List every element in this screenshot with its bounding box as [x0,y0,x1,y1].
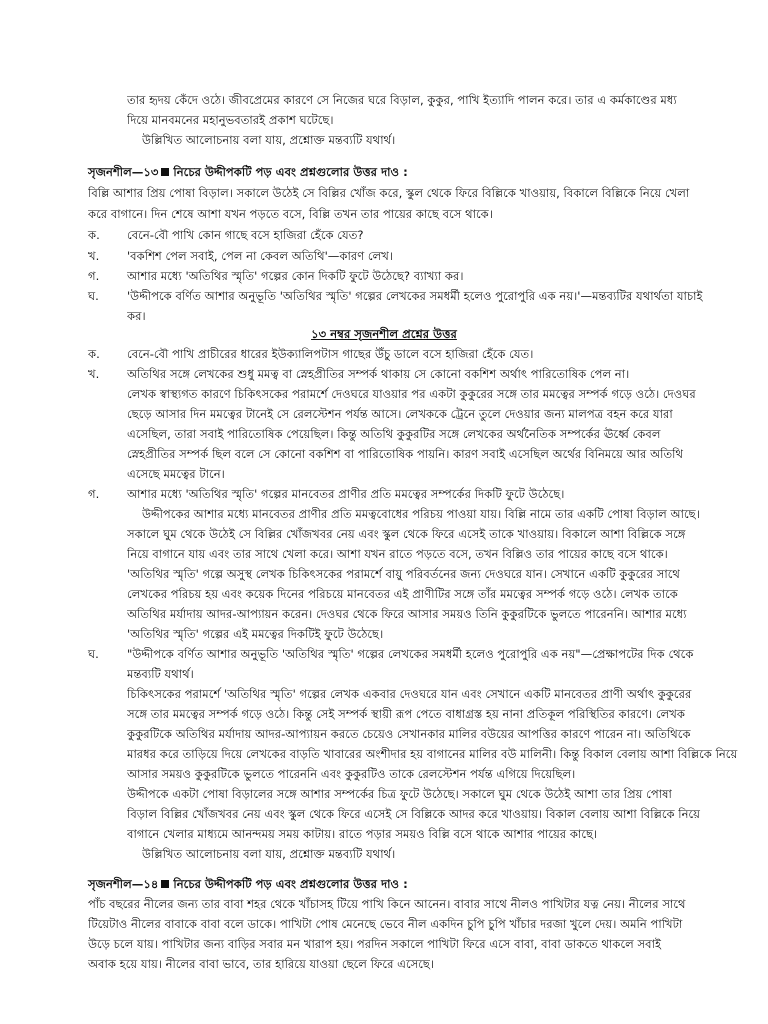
question-ga: আশার মধ্যে 'অতিথির স্মৃতি' গল্পের কোন দিকটি ফুটে উঠেছে? ব্যাখ্যা কর। [127,269,464,283]
stimulus-line: অবাক হয়ে যায়। নীলের বাবা ভাবে, তার হারিয়ে যাওয়া ছেলে ফিরে এসেছে। [88,957,435,971]
answer-line: সকালে ঘুম থেকে উঠেই সে বিল্লির খোঁজখবর নেয় এবং স্কুল থেকে ফিরে এসেই তাকে খাওয়ায়। বিকালে আশা বিল্লিকে সঙ্গে [127,527,686,541]
question-gha: 'উদ্দীপকে বর্ণিত আশার অনুভূতি 'অতিথির স্মৃতি' গল্পের লেখকের সমধর্মী হলেও পুরোপুরি এক নয়।'—মন্তব্যটির যথার্থতা যাচাই [127,289,703,303]
question-gha-continued: কর। [127,309,146,323]
answer-line: 'অতিথির স্মৃতি' গল্পের এই মমত্বের দিকটিই ফুটে উঠেছে। [127,627,384,641]
answer-ga: আশার মধ্যে 'অতিথির স্মৃতি' গল্পের মানবেতর প্রাণীর প্রতি মমত্বের সম্পর্কের দিকটি ফুটে উঠেছে। [127,487,565,501]
answer-line: বাগানে খেলার মাধ্যমে আনন্দময় সময় কাটায়। রাতে পড়ার সময়ও বিল্লি বসে থাকে আশার পায়ের কাছে। [127,827,598,841]
answer-line: উদ্দীপকের আশার মধ্যে মানবেতর প্রাণীর প্রতি মমত্ববোধের পরিচয় পাওয়া যায়। বিল্লি নামে তার একটি পোষা বিড়াল আছে। [142,507,700,521]
question-13-instruction: নিচের উদ্দীপকটি পড় এবং প্রশ্নগুলোর উত্তর দাও : [173,165,408,179]
answer-marker-ga: গ. [88,487,100,501]
answer-gha-continued: মন্তব্যটি যথার্থ। [127,667,194,681]
stimulus-line: উড়ে চলে যায়। পাখিটার জন্য বাড়ির সবার মন খারাপ হয়। পরদিন সকালে পাখিটা ফিরে এসে বাবা, বাবা ডাকতে থাকলে সবাই [88,937,661,951]
question-13-heading [88,162,408,182]
answer-marker-gha: ঘ. [88,647,99,661]
question-kha: 'বকশিশ পেল সবাই, পেল না কেবল অতিথি'—কারণ লেখ। [127,249,394,263]
square-bullet-icon [161,880,169,888]
answer-line: সঙ্গে তার মমত্বের সম্পর্ক গড়ে ওঠে। কিন্তু সেই সম্পর্ক স্থায়ী রূপ পেতে বাধাগ্রস্ত হয় নানা প্রতিকূল পরিস্থিতির কারণে। লেখক [127,707,685,721]
stimulus-line: টিয়েটাও নীলের বাবাকে বাবা বলে ডাকে। পাখিটা পোষ মেনেছে ভেবে নীল একদিন চুপি চুপি খাঁচার দরজা খুলে দেয়। অমনি পাখিটা [88,917,683,931]
answer-marker-ka: ক. [88,347,100,361]
answer-line: স্নেহপ্রীতির সম্পর্ক ছিল বলে সে কোনো বকশিশ বা পারিতোষিক পায়নি। কারণ সবাই এসেছিল অর্থের বিনিময়ে আর অতিথি [127,447,683,461]
answer-gha: "উদ্দীপকে বর্ণিত আশার অনুভূতি 'অতিথির স্মৃতি' গল্পের লেখকের সমধর্মী হলেও পুরোপুরি এক নয়"—প্রেক্ষাপটের দিক থেকে [127,647,694,661]
question-14-heading [88,874,408,894]
answer-line: আসার সময়ও কুকুরটিকে ভুলতে পারেননি এবং কুকুরটিও তাকে রেলস্টেশন পর্যন্ত এগিয়ে দিয়েছিল। [127,767,576,781]
answer-marker-kha: খ. [88,367,100,381]
answer-line: বিড়াল বিল্লির খোঁজখবর নেয় এবং স্কুল থেকে ফিরে এসেই সে বিল্লিকে আদর করে খাওয়ায়। বিকাল বেলায় আশা বিল্লিকে নিয়ে [127,807,700,821]
stimulus-line: পাঁচ বছরের নীলের জন্য তার বাবা শহর থেকে খাঁচাসহ টিয়ে পাখি কিনে আনেন। বাবার সাথে নীলও পাখিটার যত্ন নেয়। নীলের সাথে [88,897,686,911]
answer-line: এসেছে মমত্বের টানে। [127,467,225,481]
question-14-instruction: নিচের উদ্দীপকটি পড় এবং প্রশ্নগুলোর উত্তর দাও : [173,877,408,891]
answer-line: কুকুরটিকে অতিথির মর্যাদায় আদর-আপ্যায়ন করতে চেয়েও সেখানকার মালির বউয়ের আপত্তির কারণে পারেন না। অতিথিকে [127,727,691,741]
answer-line: উল্লিখিত আলোচনায় বলা যায়, প্রশ্নোক্ত মন্তব্যটি যথার্থ। [142,847,396,861]
question-ka: বেনে-বৌ পাখি কোন গাছে বসে হাজিরা হেঁকে যেত? [127,228,364,242]
answer-ka: বেনে-বৌ পাখি প্রাচীরের ধারের ইউক্যালিপটাস গাছের উঁচু ডালে বসে হাজিরা হেঁকে যেত। [127,347,534,361]
paragraph-line: তার হৃদয় কেঁদে ওঠে। জীবপ্রেমের কারণে সে নিজের ঘরে বিড়াল, কুকুর, পাখি ইত্যাদি পালন করে। তার এ কর্মকাণ্ডের মধ্য [127,93,677,107]
answer-kha: অতিথির সঙ্গে লেখকের শুধু মমত্ব বা স্নেহপ্রীতির সম্পর্ক থাকায় সে কোনো বকশিশ অর্থাৎ পারিতোষিক পেল না। [127,367,630,381]
paragraph-line: দিয়ে মানবমনের মহানুভবতারই প্রকাশ ঘটেছে। [127,113,334,127]
question-marker-gha: ঘ. [88,289,99,303]
answer-line: 'অতিথির স্মৃতি' গল্পে অসুস্থ লেখক চিকিৎসকের পরামর্শে বায়ু পরিবর্তনের জন্য দেওঘরে যান। সেখানে একটি কুকুরের সাথে [127,567,680,581]
answer-line: ছেড়ে আসার দিন মমত্বের টানেই সে রেলস্টেশন পর্যন্ত আসে। লেখককে ট্রেনে তুলে দেওয়ার জন্য মালপত্র বহন করে যারা [127,407,673,421]
answer-line: মারধর করে তাড়িয়ে দিয়ে লেখকের বাড়তি খাবারের অংশীদার হয় বাগানের মালির বউ মালিনী। কিন্তু বিকাল বেলায় আশা বিল্লিকে নিয়ে [127,747,738,761]
question-marker-kha: খ. [88,249,100,263]
question-13-number: সৃজনশীল—১৩ [88,165,159,179]
question-marker-ka: ক. [88,228,100,242]
stimulus-line: বিল্লি আশার প্রিয় পোষা বিড়াল। সকালে উঠেই সে বিল্লির খোঁজ করে, স্কুল থেকে ফিরে বিল্লিকে খাওয়ায়, বিকালে বিল্লিকে নিয়ে খেলা [88,186,690,200]
question-marker-ga: গ. [88,269,100,283]
answer-line: এসেছিল, তারা সবাই পারিতোষিক পেয়েছিল। কিন্তু অতিথি কুকুরটির সঙ্গে লেখকের অর্থনৈতিক সম্পর্কের ঊর্ধ্বে কেবল [127,427,661,441]
answer-line: উদ্দীপকে একটা পোষা বিড়ালের সঙ্গে আশার সম্পর্কের চিত্র ফুটে উঠেছে। সকালে ঘুম থেকে উঠেই আশা তার প্রিয় পোষা [127,787,672,801]
answer-line: লেখক স্বাস্থ্যগত কারণে চিকিৎসকের পরামর্শে দেওঘরে যাওয়ার পর একটা কুকুরের সঙ্গে তার মমত্বের সম্পর্ক গড়ে ওঠে। দেওঘর [127,387,696,401]
paragraph-line: উল্লিখিত আলোচনায় বলা যায়, প্রশ্নোক্ত মন্তব্যটি যথার্থ। [142,133,396,147]
answer-heading: ১৩ নম্বর সৃজনশীল প্রশ্নের উত্তর [311,327,457,341]
square-bullet-icon [161,168,169,176]
answer-line: লেখকের পরিচয় হয় এবং কয়েক দিনের পরিচয়ে মানবেতর এই প্রাণীটির সঙ্গে তাঁর মমত্বের সম্পর্ক গড়ে ওঠে। লেখক তাকে [127,587,678,601]
answer-line: চিকিৎসকের পরামর্শে 'অতিথির স্মৃতি' গল্পের লেখক একবার দেওঘরে যান এবং সেখানে একটি মানবেতর প্রাণী অর্থাৎ কুকুরের [127,687,692,701]
answer-line: অতিথির মর্যাদায় আদর-আপ্যায়ন করেন। দেওঘর থেকে ফিরে আসার সময়ও তিনি কুকুরটিকে ভুলতে পারেননি। আশার মধ্যে [127,607,687,621]
stimulus-line: করে বাগানে। দিন শেষে আশা যখন পড়তে বসে, বিল্লি তখন তার পায়ের কাছে বসে থাকে। [88,207,493,221]
question-14-number: সৃজনশীল—১৪ [88,877,159,891]
answer-line: নিয়ে বাগানে যায় এবং তার সাথে খেলা করে। আশা যখন রাতে পড়তে বসে, তখন বিল্লিও তার পায়ের কাছে বসে থাকে। [127,547,668,561]
